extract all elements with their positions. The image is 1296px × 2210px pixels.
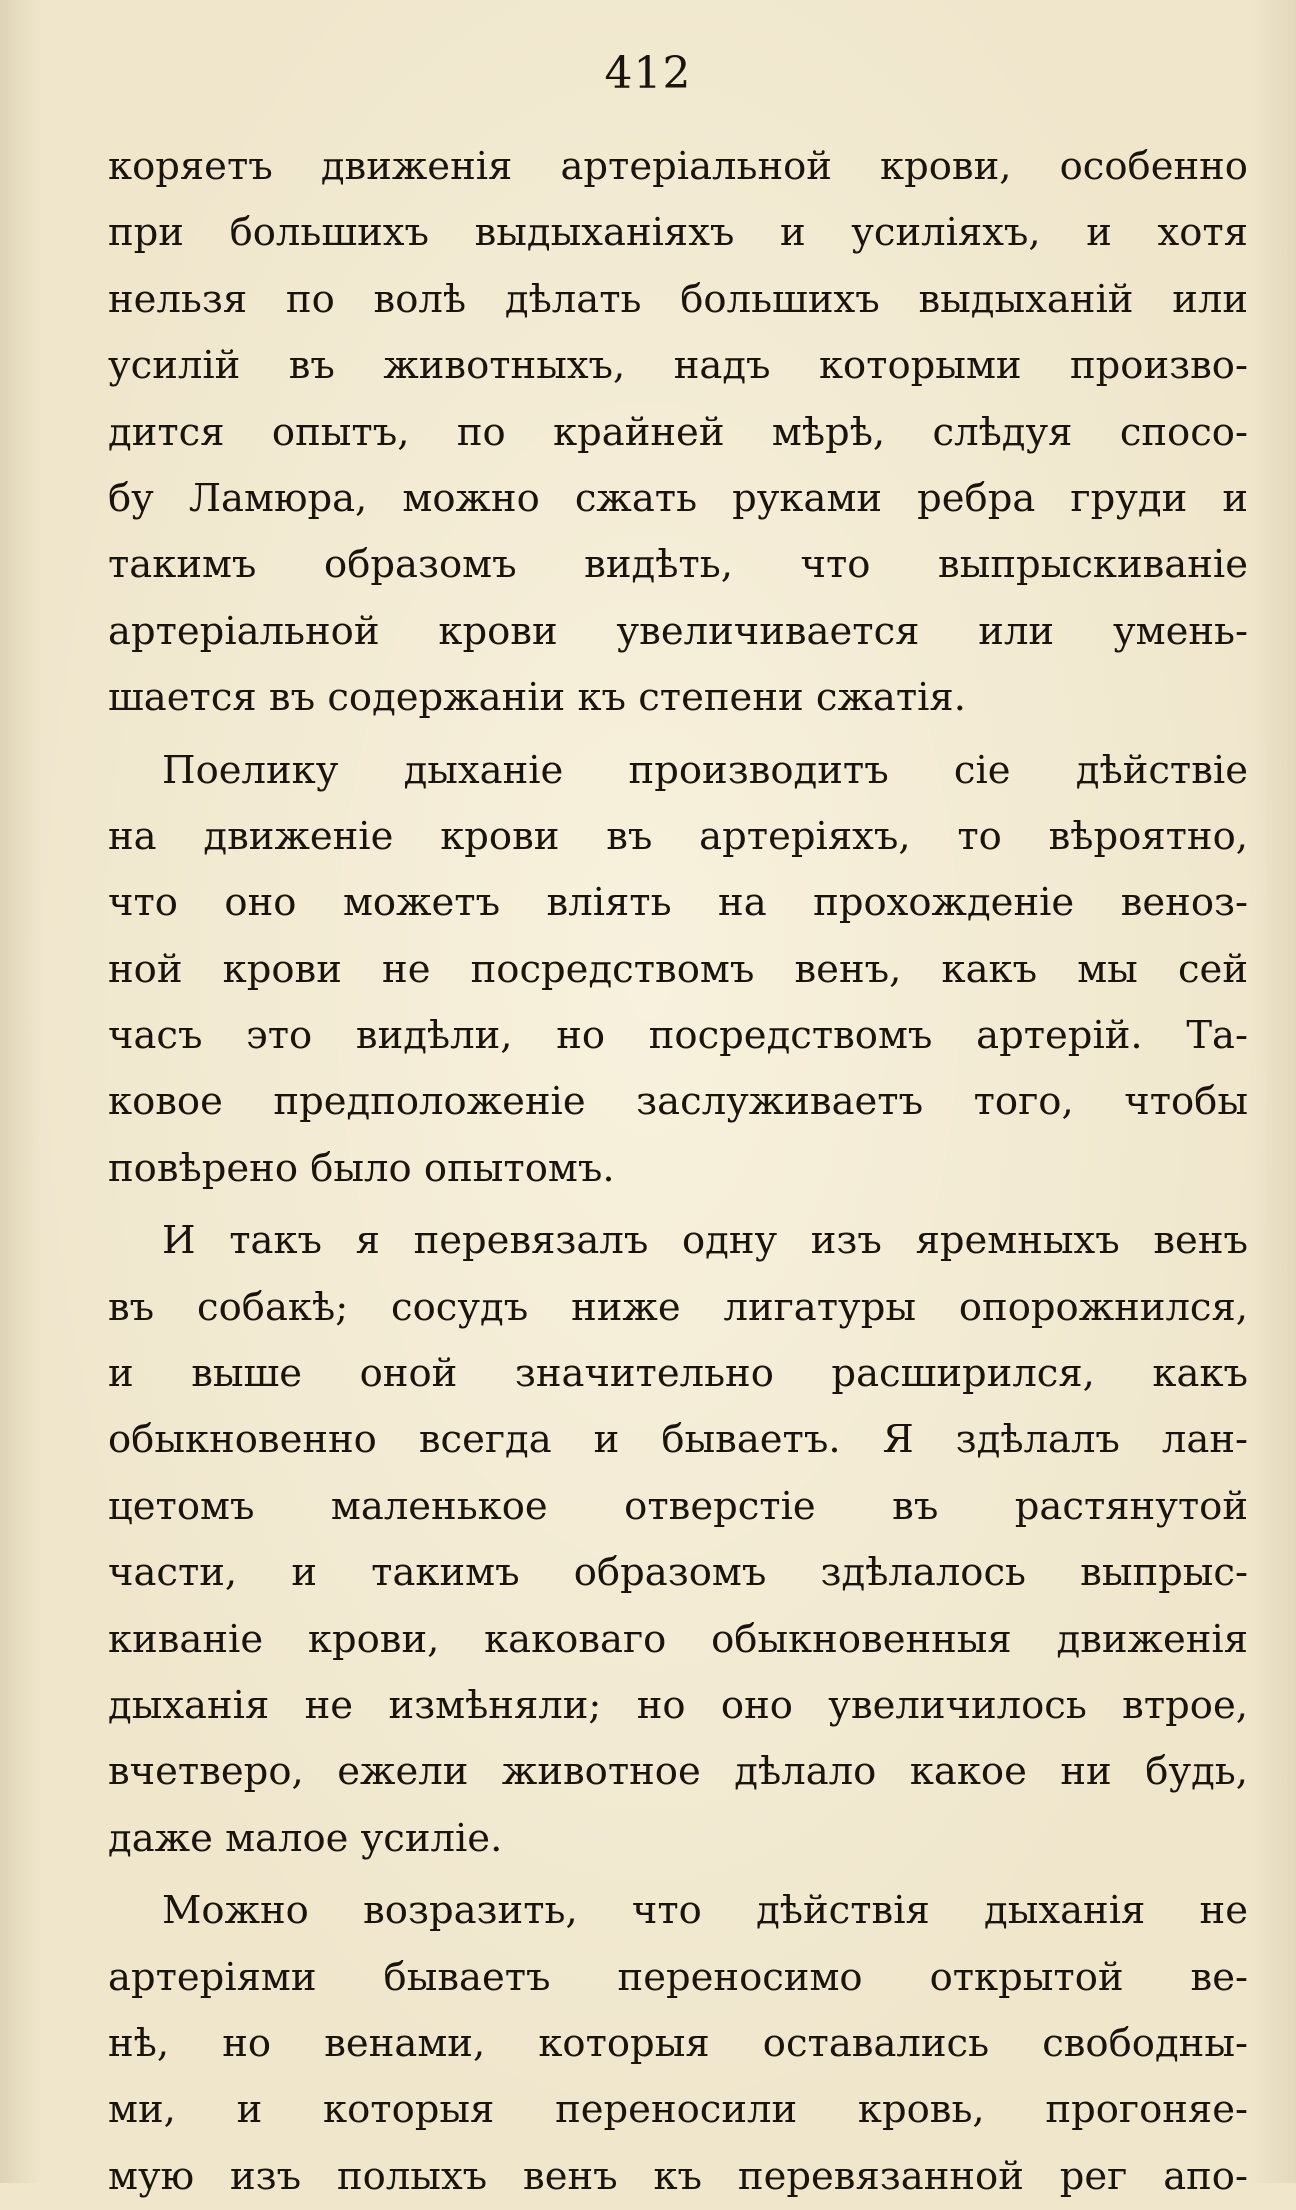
text-line: ной крови не посредствомъ венъ, какъ мы сей [108,946,1248,992]
text-line: нельзя по волѣ дѣлать большихъ выдыханій или [108,276,1248,322]
text-line: части, и такимъ образомъ здѣлалось выпрыс- [108,1550,1248,1596]
text-line: артеріями бываетъ переносимо открытой ве- [108,1954,1248,2000]
paragraph [108,1208,1248,1872]
text-line: усилій въ животныхъ, надъ которыми произво- [108,343,1248,389]
text-line: такимъ образомъ видѣть, что выпрыскиваніе [108,542,1248,588]
text-line: цетомъ маленькое отверстіе въ растянутой [108,1483,1248,1529]
text-line: шается въ содержаніи къ степени сжатія. [108,675,966,721]
body-text [108,134,1248,2210]
text-line: часъ это видѣли, но посредствомъ артерій. Та- [108,1013,1248,1059]
text-line: дится опытъ, по крайней мѣрѣ, слѣдуя спосо- [108,409,1248,455]
text-line: И такъ я перевязалъ одну изъ яремныхъ венъ [162,1218,1248,1264]
paragraph [108,134,1248,732]
text-line: дыханія не измѣняли; но оно увеличилось втрое, [108,1682,1248,1728]
text-line: бу Ламюра, можно сжать руками ребра груди и [108,475,1248,521]
text-line: и выше оной значительно расширился, какъ [108,1351,1248,1397]
text-line: вчетверо, ежели животное дѣлало какое ни будь, [108,1749,1248,1795]
text-line: что оно можетъ вліять на прохожденіе веноз- [108,880,1248,926]
text-line: при большихъ выдыханіяхъ и усиліяхъ, и хотя [108,210,1248,256]
text-line: киваніе крови, каковаго обыкновенныя движенія [108,1616,1248,1662]
text-line: нѣ, но венами, которыя оставались свободны- [108,2020,1248,2066]
text-line: повѣрено было опытомъ. [108,1145,615,1191]
text-line: даже малое усиліе. [108,1815,503,1861]
text-line: Можно возразить, что дѣйствія дыханія не [162,1888,1248,1934]
text-line: коряетъ движенія артеріальной крови, особенно [108,144,1248,189]
paragraph [108,1878,1248,2210]
text-line: обыкновенно всегда и бываетъ. Я здѣлалъ лан- [108,1417,1248,1463]
text-line: на движеніе крови въ артеріяхъ, то вѣроятно, [108,813,1248,859]
text-line: мую изъ полыхъ венъ къ перевязанной рег апо- [108,2153,1248,2199]
text-line: ковое предположеніе заслуживаетъ того, чтобы [108,1079,1248,1125]
text-line: въ собакѣ; сосудъ ниже лигатуры опорожнился, [108,1284,1248,1330]
text-line: артеріальной крови увеличивается или умень- [108,608,1248,654]
text-line: ми, и которыя переносили кровь, прогоняе- [108,2087,1248,2133]
paragraph [108,738,1248,1203]
page-number: 412 [604,48,692,99]
text-line: Поелику дыханіе производитъ сіе дѣйствіе [162,747,1248,793]
